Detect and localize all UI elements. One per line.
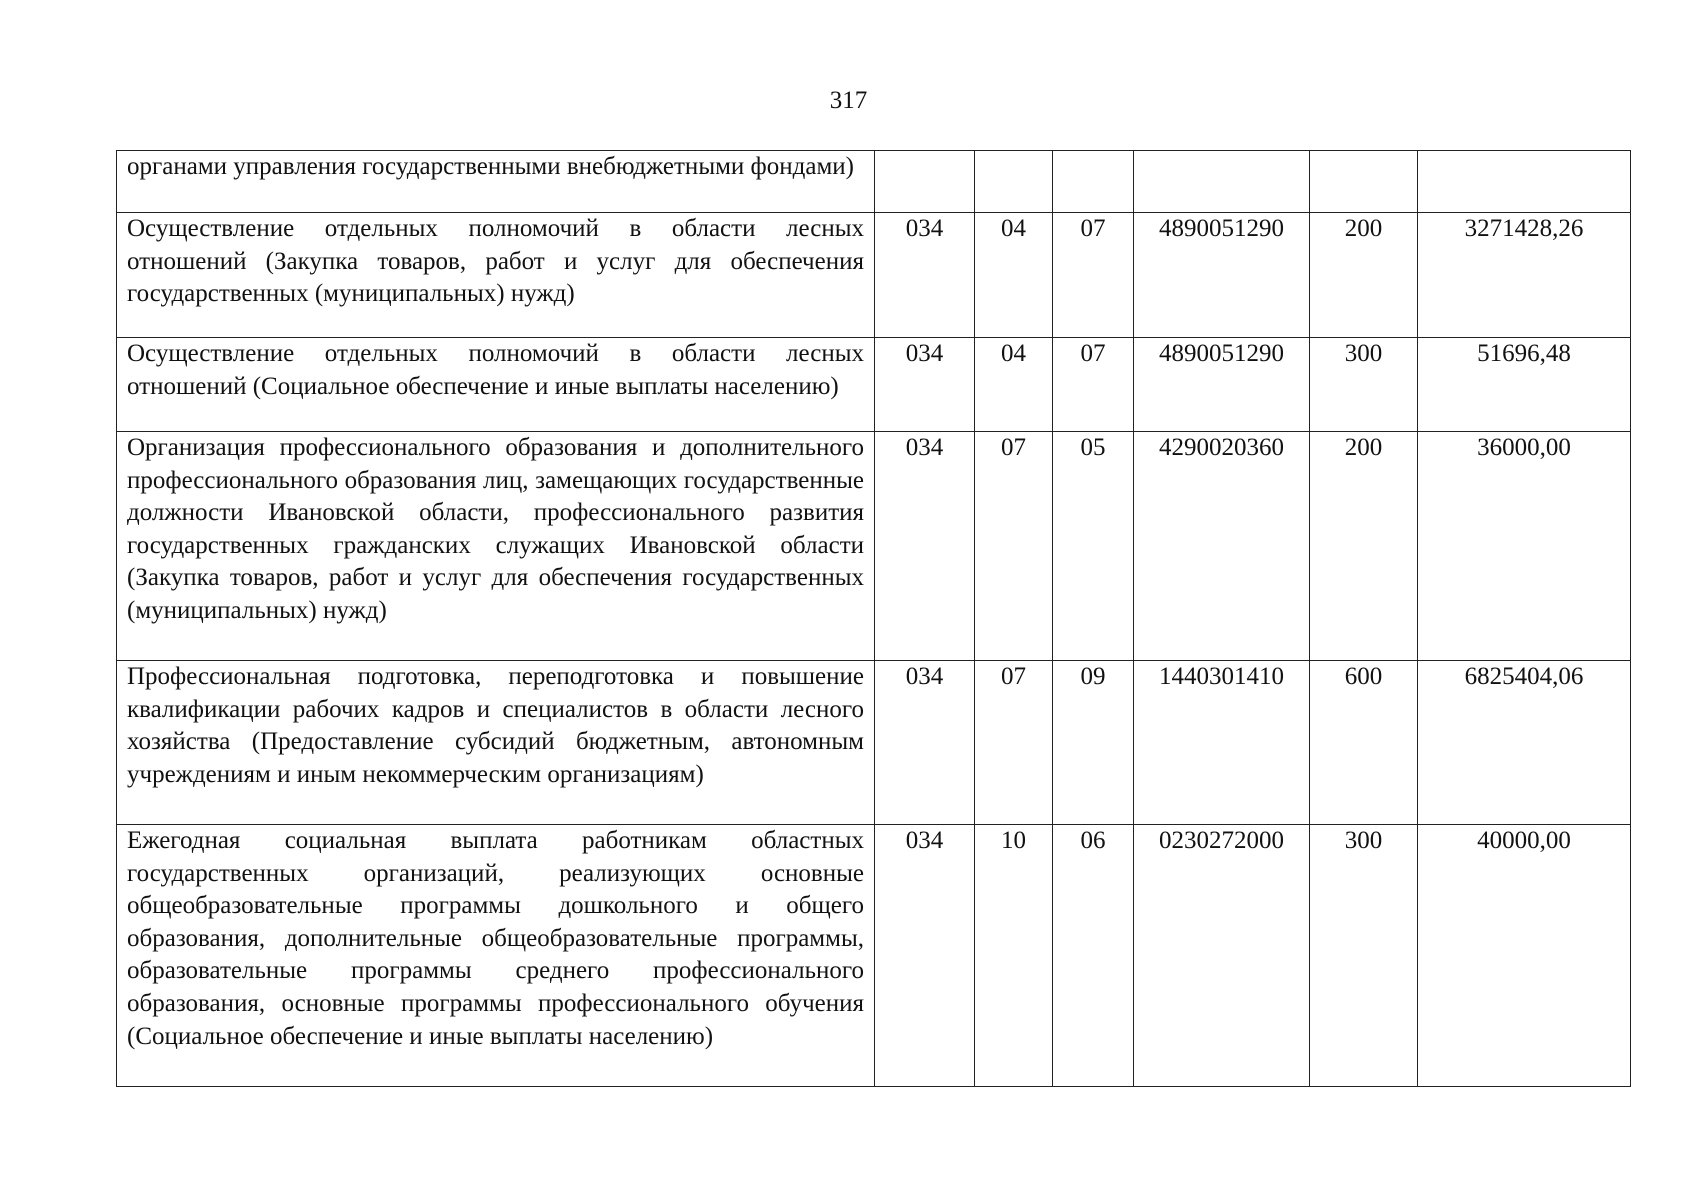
department-code: 034 xyxy=(875,432,975,661)
budget-table xyxy=(116,150,1631,1087)
table-row xyxy=(117,213,1631,338)
department-code: 034 xyxy=(875,213,975,338)
expense-type-code xyxy=(1310,151,1418,213)
amount: 6825404,06 xyxy=(1418,661,1631,825)
table-row xyxy=(117,338,1631,432)
amount: 40000,00 xyxy=(1418,825,1631,1087)
amount: 51696,48 xyxy=(1418,338,1631,432)
table-row xyxy=(117,661,1631,825)
table-row xyxy=(117,151,1631,213)
subsection-code: 05 xyxy=(1053,432,1134,661)
subsection-code: 06 xyxy=(1053,825,1134,1087)
department-code xyxy=(875,151,975,213)
target-article-code: 4890051290 xyxy=(1134,213,1310,338)
target-article-code: 4890051290 xyxy=(1134,338,1310,432)
expense-type-code: 200 xyxy=(1310,432,1418,661)
page-number: 317 xyxy=(829,87,868,114)
amount: 3271428,26 xyxy=(1418,213,1631,338)
expense-type-code: 300 xyxy=(1310,825,1418,1087)
amount xyxy=(1418,151,1631,213)
row-description: Осуществление отдельных полномочий в области лесных отношений (Социальное обеспечение и иные выплаты населению) xyxy=(117,338,875,432)
expense-type-code: 600 xyxy=(1310,661,1418,825)
expense-type-code: 200 xyxy=(1310,213,1418,338)
target-article-code: 1440301410 xyxy=(1134,661,1310,825)
table-row xyxy=(117,825,1631,1087)
section-code: 07 xyxy=(975,661,1053,825)
table-row xyxy=(117,432,1631,661)
row-description: Ежегодная социальная выплата работникам областных государственных организаций, реализующих основные общеобразовательные программы дошкольного и общего образования, дополнительные общеобразовательные программы, образовательные программы среднего профессионального образования, основные программы профессионального обучения (Социальное обеспечение и иные выплаты населению) xyxy=(117,825,875,1087)
subsection-code: 07 xyxy=(1053,338,1134,432)
row-description: Профессиональная подготовка, переподготовка и повышение квалификации рабочих кадров и специалистов в области лесного хозяйства (Предоставление субсидий бюджетным, автономным учреждениям и иным некоммерческим организациям) xyxy=(117,661,875,825)
row-description: органами управления государственными внебюджетными фондами) xyxy=(117,151,875,213)
section-code: 04 xyxy=(975,338,1053,432)
subsection-code xyxy=(1053,151,1134,213)
department-code: 034 xyxy=(875,661,975,825)
subsection-code: 07 xyxy=(1053,213,1134,338)
section-code: 10 xyxy=(975,825,1053,1087)
target-article-code: 0230272000 xyxy=(1134,825,1310,1087)
target-article-code xyxy=(1134,151,1310,213)
department-code: 034 xyxy=(875,338,975,432)
section-code: 04 xyxy=(975,213,1053,338)
subsection-code: 09 xyxy=(1053,661,1134,825)
row-description: Осуществление отдельных полномочий в области лесных отношений (Закупка товаров, работ и услуг для обеспечения государственных (муниципальных) нужд) xyxy=(117,213,875,338)
section-code xyxy=(975,151,1053,213)
target-article-code: 4290020360 xyxy=(1134,432,1310,661)
row-description: Организация профессионального образования и дополнительного профессионального образования лиц, замещающих государственные должности Ивановской области, профессионального развития государственных гражданских служащих Ивановской области (Закупка товаров, работ и услуг для обеспечения государственных (муниципальных) нужд) xyxy=(117,432,875,661)
department-code: 034 xyxy=(875,825,975,1087)
expense-type-code: 300 xyxy=(1310,338,1418,432)
section-code: 07 xyxy=(975,432,1053,661)
amount: 36000,00 xyxy=(1418,432,1631,661)
